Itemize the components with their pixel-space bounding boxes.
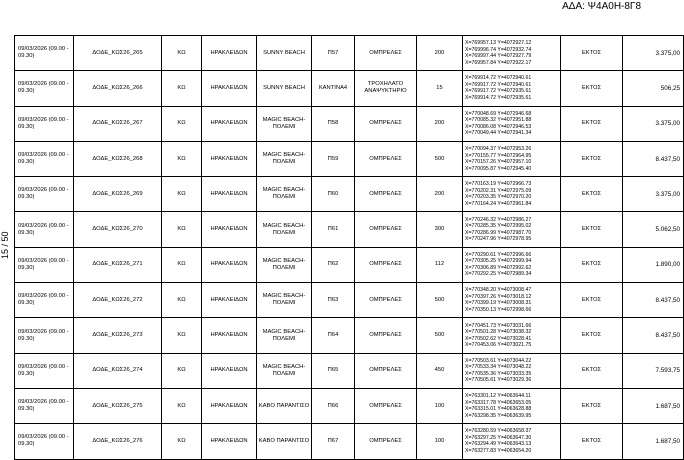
coordinate-line: X=770157.26 Y=4072957.10 [465,159,532,166]
area-cell: 300 [417,212,463,247]
plot-id-cell: Π67 [312,424,355,459]
amount-cell: 3.375,00 [623,177,684,212]
use-cell: ΟΜΠΡΕΛΕΣ [355,247,417,282]
amount-cell: 3.375,00 [623,36,684,71]
table-row [15,212,684,247]
amount-cell: 5.062,50 [623,212,684,247]
coordinate-line: X=770502.62 Y=4073028.41 [465,335,532,342]
date-cell: 09/03/2026 (09.00 - 09.30) [15,106,74,141]
coordinate-line: X=770203.35 Y=4072970.20 [465,194,532,201]
coordinates-cell [463,388,561,423]
date-cell: 09/03/2026 (09.00 - 09.30) [15,353,74,388]
zone-cell: ΕΚΤΟΣ [561,212,623,247]
coordinate-line: X=770535.36 Y=4073033.35 [465,370,532,377]
table-body [15,36,684,460]
code-cell: ΔΟΔΕ_ΚΩΣ26_272 [74,283,162,318]
coordinate-line: X=769914.72 Y=4072935.61 [465,94,532,101]
amount-cell: 8.437,50 [623,283,684,318]
coordinates-cell [463,283,561,318]
municipality-cell: ΗΡΑΚΛΕΙΔΩΝ [202,212,257,247]
coordinate-line: X=770246.32 Y=4072986.27 [465,216,532,223]
area-cell: 450 [417,353,463,388]
zone-cell: ΕΚΤΟΣ [561,247,623,282]
area-cell: 112 [417,247,463,282]
use-cell: ΟΜΠΡΕΛΕΣ [355,424,417,459]
ko-cell: ΚΩ [162,141,202,176]
coordinate-line: X=763280.59 Y=4063658.37 [465,428,532,435]
coordinate-line: X=770397.26 Y=4073018.12 [465,293,532,300]
municipality-cell: ΗΡΑΚΛΕΙΔΩΝ [202,177,257,212]
coordinate-line: X=763277.83 Y=4063654.20 [465,447,532,454]
ko-cell: ΚΩ [162,212,202,247]
coordinate-line: X=769914.72 Y=4072940.61 [465,75,532,82]
plot-id-cell: Π61 [312,212,355,247]
coordinates-cell [463,36,561,71]
location-cell: MAGIC BEACH-ΠΟΛΕΜΙ [257,247,312,282]
code-cell: ΔΟΔΕ_ΚΩΣ26_274 [74,353,162,388]
table-row [15,283,684,318]
amount-cell: 506,25 [623,71,684,106]
coordinate-line: X=770503.61 Y=4073044.22 [465,357,532,364]
municipality-cell: ΗΡΑΚΛΕΙΔΩΝ [202,283,257,318]
code-cell: ΔΟΔΕ_ΚΩΣ26_270 [74,212,162,247]
coordinate-line: X=763298.35 Y=4063639.95 [465,412,532,419]
coordinates-cell [463,177,561,212]
date-cell: 09/03/2026 (09.00 - 09.30) [15,424,74,459]
location-cell: MAGIC BEACH-ΠΟΛΕΜΙ [257,212,312,247]
use-cell: ΟΜΠΡΕΛΕΣ [355,388,417,423]
code-cell: ΔΟΔΕ_ΚΩΣ26_271 [74,247,162,282]
coordinate-line: X=770348.20 Y=4073008.47 [465,287,532,294]
amount-cell: 1.890,00 [623,247,684,282]
municipality-cell: ΗΡΑΚΛΕΙΔΩΝ [202,388,257,423]
area-cell: 500 [417,318,463,353]
coordinate-line: X=769957.84 Y=4072922.17 [465,59,532,66]
location-cell: MAGIC BEACH-ΠΟΛΕΜΙ [257,141,312,176]
plot-id-cell: Π62 [312,247,355,282]
ko-cell: ΚΩ [162,247,202,282]
coordinates-cell [463,247,561,282]
code-cell: ΔΟΔΕ_ΚΩΣ26_265 [74,36,162,71]
table-row [15,141,684,176]
table-row [15,71,684,106]
coordinate-line: X=770094.37 Y=4072953.26 [465,146,532,153]
coordinate-line: X=770163.19 Y=4072966.73 [465,181,532,188]
date-cell: 09/03/2026 (09.00 - 09.30) [15,71,74,106]
zone-cell: ΕΚΤΟΣ [561,106,623,141]
zone-cell: ΕΚΤΟΣ [561,388,623,423]
coordinates-cell [463,353,561,388]
table-row [15,388,684,423]
page-number: 15 / 50 [0,231,10,259]
coordinate-line: X=770164.24 Y=4072961.84 [465,200,532,207]
coordinate-line: X=770095.87 Y=4072945.40 [465,165,532,172]
plot-id-cell: Π59 [312,141,355,176]
coordinate-line: X=770350.13 Y=4072998.66 [465,306,532,313]
use-cell: ΟΜΠΡΕΛΕΣ [355,212,417,247]
location-cell: ΚΑΒΟ ΠΑΡΑΝΤΙΣΟ [257,424,312,459]
zone-cell: ΕΚΤΟΣ [561,424,623,459]
coordinate-line: X=770453.06 Y=4073021.75 [465,342,532,349]
code-cell: ΔΟΔΕ_ΚΩΣ26_273 [74,318,162,353]
area-cell: 500 [417,141,463,176]
date-cell: 09/03/2026 (09.00 - 09.30) [15,177,74,212]
area-cell: 200 [417,177,463,212]
area-cell: 500 [417,283,463,318]
zone-cell: ΕΚΤΟΣ [561,36,623,71]
coordinate-line: X=770155.77 Y=4072964.95 [465,152,532,159]
location-cell: MAGIC BEACH-ΠΟΛΕΜΙ [257,177,312,212]
municipality-cell: ΗΡΑΚΛΕΙΔΩΝ [202,353,257,388]
coordinate-line: X=770048.69 Y=4072946.68 [465,110,532,117]
use-cell: ΤΡΟΧΗΛΑΤΟ ΑΝΑΨΥΚΤΗΡΙΟ [355,71,417,106]
location-cell: MAGIC BEACH-ΠΟΛΕΜΙ [257,106,312,141]
coordinates-cell [463,424,561,459]
coordinate-line: X=770292.25 Y=4072989.34 [465,271,532,278]
plot-id-cell: Π63 [312,283,355,318]
area-cell: 100 [417,424,463,459]
concessions-table [14,35,684,460]
area-cell: 100 [417,388,463,423]
plot-id-cell: Π66 [312,388,355,423]
use-cell: ΟΜΠΡΕΛΕΣ [355,106,417,141]
location-cell: MAGIC BEACH-ΠΟΛΕΜΙ [257,353,312,388]
coordinate-line: X=763315.01 Y=4063628.88 [465,406,532,413]
code-cell: ΔΟΔΕ_ΚΩΣ26_269 [74,177,162,212]
table-row [15,177,684,212]
date-cell: 09/03/2026 (09.00 - 09.30) [15,283,74,318]
coordinate-line: X=769917.72 Y=4072940.61 [465,81,532,88]
plot-id-cell: Π65 [312,353,355,388]
table-row [15,247,684,282]
coordinates-cell [463,141,561,176]
coordinate-line: X=763294.49 Y=4063643.13 [465,441,532,448]
table-row [15,318,684,353]
amount-cell: 8.437,50 [623,141,684,176]
amount-cell: 1.687,50 [623,388,684,423]
code-cell: ΔΟΔΕ_ΚΩΣ26_276 [74,424,162,459]
amount-cell: 3.375,00 [623,106,684,141]
code-cell: ΔΟΔΕ_ΚΩΣ26_267 [74,106,162,141]
coordinate-line: X=763301.12 Y=4063644.11 [465,393,531,400]
municipality-cell: ΗΡΑΚΛΕΙΔΩΝ [202,36,257,71]
zone-cell: ΕΚΤΟΣ [561,318,623,353]
municipality-cell: ΗΡΑΚΛΕΙΔΩΝ [202,318,257,353]
amount-cell: 8.437,50 [623,318,684,353]
municipality-cell: ΗΡΑΚΛΕΙΔΩΝ [202,141,257,176]
zone-cell: ΕΚΤΟΣ [561,353,623,388]
table-row [15,353,684,388]
location-cell: SUNNY BEACH [257,36,312,71]
date-cell: 09/03/2026 (09.00 - 09.30) [15,212,74,247]
area-cell: 200 [417,36,463,71]
plot-id-cell: Π64 [312,318,355,353]
area-cell: 200 [417,106,463,141]
date-cell: 09/03/2026 (09.00 - 09.30) [15,388,74,423]
municipality-cell: ΗΡΑΚΛΕΙΔΩΝ [202,247,257,282]
date-cell: 09/03/2026 (09.00 - 09.30) [15,36,74,71]
ko-cell: ΚΩ [162,106,202,141]
use-cell: ΟΜΠΡΕΛΕΣ [355,177,417,212]
use-cell: ΟΜΠΡΕΛΕΣ [355,36,417,71]
plot-id-cell: Π60 [312,177,355,212]
coordinates-cell [463,71,561,106]
location-cell: SUNNY BEACH [257,71,312,106]
coordinate-line: X=770505.61 Y=4073029.36 [465,377,532,384]
ko-cell: ΚΩ [162,388,202,423]
location-cell: ΚΑΒΟ ΠΑΡΑΝΤΙΣΟ [257,388,312,423]
municipality-cell: ΗΡΑΚΛΕΙΔΩΝ [202,71,257,106]
coordinate-line: X=770286.99 Y=4072987.70 [465,229,532,236]
municipality-cell: ΗΡΑΚΛΕΙΔΩΝ [202,106,257,141]
coordinate-line: X=769917.72 Y=4072935.61 [465,88,532,95]
table-row [15,424,684,459]
coordinate-line: X=770285.35 Y=4072995.02 [465,223,532,230]
coordinate-line: X=770305.25 Y=4072999.94 [465,258,532,265]
use-cell: ΟΜΠΡΕΛΕΣ [355,318,417,353]
coordinate-line: X=770247.96 Y=4072978.95 [465,236,532,243]
coordinate-line: X=770085.32 Y=4072951.88 [465,117,532,124]
zone-cell: ΕΚΤΟΣ [561,283,623,318]
coordinate-line: X=769996.74 Y=4072932.74 [465,46,532,53]
date-cell: 09/03/2026 (09.00 - 09.30) [15,141,74,176]
use-cell: ΟΜΠΡΕΛΕΣ [355,141,417,176]
plot-id-cell: Π57 [312,36,355,71]
zone-cell: ΕΚΤΟΣ [561,177,623,212]
coordinate-line: X=770290.61 Y=4072996.66 [465,251,532,258]
amount-cell: 1.687,50 [623,424,684,459]
table-row [15,36,684,71]
code-cell: ΔΟΔΕ_ΚΩΣ26_266 [74,71,162,106]
zone-cell: ΕΚΤΟΣ [561,141,623,176]
code-cell: ΔΟΔΕ_ΚΩΣ26_268 [74,141,162,176]
coordinate-line: X=770451.73 Y=4073031.66 [465,322,532,329]
ko-cell: ΚΩ [162,177,202,212]
ko-cell: ΚΩ [162,283,202,318]
plot-id-cell: Π58 [312,106,355,141]
coordinate-line: X=770533.34 Y=4073048.22 [465,364,532,371]
plot-id-cell: ΚΑΝΤΙΝΑ4 [312,71,355,106]
coordinate-line: X=770086.08 Y=4072946.53 [465,123,532,130]
area-cell: 15 [417,71,463,106]
coordinate-line: X=770049.44 Y=4072941.34 [465,130,532,137]
coordinates-cell [463,106,561,141]
ko-cell: ΚΩ [162,353,202,388]
date-cell: 09/03/2026 (09.00 - 09.30) [15,318,74,353]
code-cell: ΔΟΔΕ_ΚΩΣ26_275 [74,388,162,423]
amount-cell: 7.593,75 [623,353,684,388]
coordinate-line: X=770399.19 Y=4073008.31 [465,300,532,307]
coordinates-cell [463,212,561,247]
municipality-cell: ΗΡΑΚΛΕΙΔΩΝ [202,424,257,459]
coordinate-line: X=769997.44 Y=4072927.79 [465,53,532,60]
ko-cell: ΚΩ [162,36,202,71]
coordinate-line: X=769957.13 Y=4072927.12 [465,40,532,47]
coordinate-line: X=763297.25 Y=4063647.30 [465,434,532,441]
use-cell: ΟΜΠΡΕΛΕΣ [355,283,417,318]
coordinate-line: X=770202.31 Y=4072975.09 [465,187,532,194]
coordinate-line: X=770501.28 Y=4073038.32 [465,329,532,336]
zone-cell: ΕΚΤΟΣ [561,71,623,106]
coordinate-line: X=763317.78 Y=4063653.05 [465,399,532,406]
document-ada-code: ΑΔΑ: Ψ4Α0Η-8Γ8 [562,1,641,12]
ko-cell: ΚΩ [162,318,202,353]
coordinate-line: X=770306.89 Y=4072992.62 [465,264,532,271]
ko-cell: ΚΩ [162,71,202,106]
table-row [15,106,684,141]
location-cell: MAGIC BEACH-ΠΟΛΕΜΙ [257,318,312,353]
date-cell: 09/03/2026 (09.00 - 09.30) [15,247,74,282]
location-cell: MAGIC BEACH-ΠΟΛΕΜΙ [257,283,312,318]
use-cell: ΟΜΠΡΕΛΕΣ [355,353,417,388]
coordinates-cell [463,318,561,353]
ko-cell: ΚΩ [162,424,202,459]
